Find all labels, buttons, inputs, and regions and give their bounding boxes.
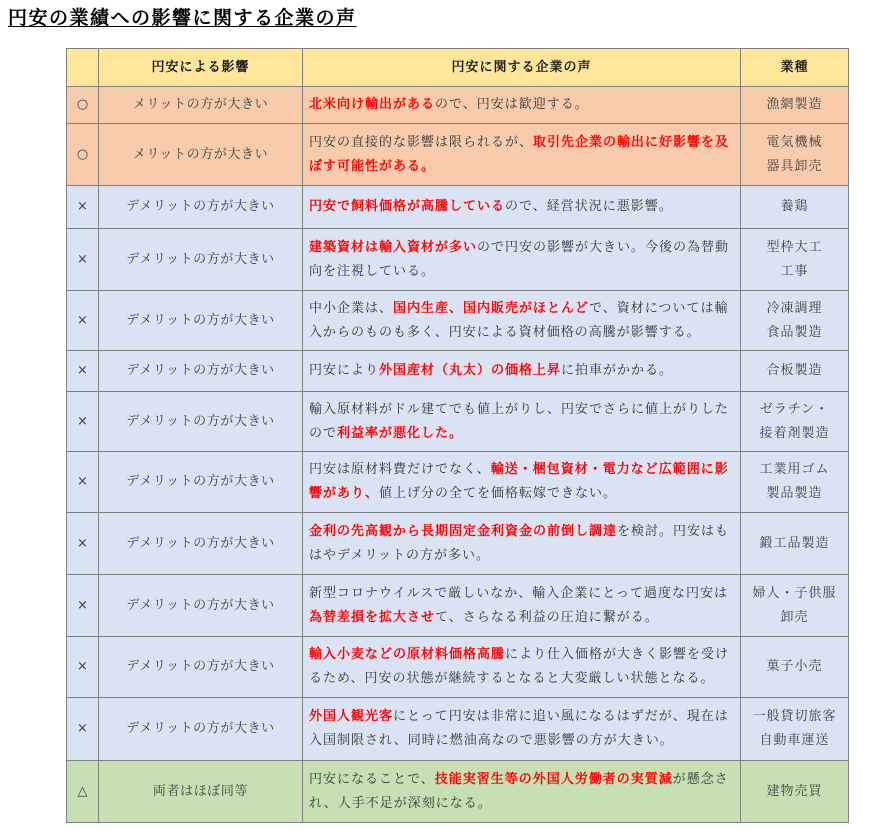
voice-highlight: 輸送・梱包資材・電力など広範囲に影響があり、 bbox=[309, 462, 729, 501]
table-row bbox=[67, 186, 849, 229]
industry-line: 建物売買 bbox=[766, 783, 823, 799]
impact-mark: × bbox=[67, 351, 99, 392]
table-row bbox=[67, 761, 849, 823]
table-row bbox=[67, 575, 849, 637]
impact-mark: × bbox=[67, 513, 99, 575]
voice-segment: ので、経営状況に悪影響。 bbox=[505, 199, 673, 214]
impact-cell: デメリットの方が大きい bbox=[99, 229, 303, 291]
table-row bbox=[67, 637, 849, 698]
impact-mark: × bbox=[67, 637, 99, 698]
voice-segment: により仕入価格が大きく影響を受けるため、円安の状態が継続するとなると大変厳しい状態となる。 bbox=[309, 647, 730, 686]
industry-line: 婦人・子供服 bbox=[752, 585, 837, 601]
voice-cell bbox=[303, 637, 741, 698]
industry-cell bbox=[741, 761, 849, 823]
voice-cell bbox=[303, 392, 741, 452]
impact-cell: デメリットの方が大きい bbox=[99, 291, 303, 351]
impact-cell: デメリットの方が大きい bbox=[99, 351, 303, 392]
table-row bbox=[67, 87, 849, 124]
voice-segment: ので円安の影響が大きい。今後の為替動向を注視している。 bbox=[309, 239, 730, 279]
industry-line: 合板製造 bbox=[766, 363, 823, 378]
impact-mark: × bbox=[67, 291, 99, 351]
industry-line: 鍛工品製造 bbox=[759, 535, 830, 551]
voice-highlight: 外国産材（丸太）の価格上昇 bbox=[379, 363, 562, 378]
voice-segment: に拍車がかかる。 bbox=[561, 363, 674, 378]
impact-cell: デメリットの方が大きい bbox=[99, 637, 303, 698]
voice-segment: 円安は原材料費だけでなく、 bbox=[309, 462, 491, 477]
industry-line: 型枠大工 bbox=[766, 239, 823, 255]
voice-segment: 輸入原材料がドル建てでも値上がりし、円安でさらに値上がりしたので bbox=[309, 401, 730, 441]
impact-mark: × bbox=[67, 575, 99, 637]
voice-segment: 円安の直接的な影響は限られるが、 bbox=[309, 134, 534, 150]
industry-line: 自動車運送 bbox=[759, 733, 830, 748]
voice-segment: にとって円安は非常に追い風になるはずだが、現在は入国制限され、同時に燃油高なので悪影響の方が大きい。 bbox=[309, 709, 729, 748]
industry-cell bbox=[741, 637, 849, 698]
industry-line: 電気機械 bbox=[766, 134, 823, 150]
voice-highlight: 為替差損を拡大させ bbox=[309, 609, 436, 625]
voice-cell bbox=[303, 124, 741, 186]
voice-segment: 円安により bbox=[309, 363, 380, 378]
voice-cell bbox=[303, 87, 741, 124]
table-row bbox=[67, 392, 849, 452]
voice-highlight: 北米向け輸出がある bbox=[309, 97, 436, 112]
industry-line: 工事 bbox=[780, 263, 809, 279]
header-voice: 円安に関する企業の声 bbox=[303, 49, 741, 87]
impact-cell: デメリットの方が大きい bbox=[99, 575, 303, 637]
industry-cell bbox=[741, 351, 849, 392]
voice-segment: 円安になることで、 bbox=[309, 771, 435, 787]
company-voice-table bbox=[66, 48, 849, 823]
header-mark bbox=[67, 49, 99, 87]
voice-highlight: 国内生産、国内販売がほとんど bbox=[393, 300, 590, 316]
industry-cell bbox=[741, 291, 849, 351]
voice-segment: 中小企業は、 bbox=[309, 300, 394, 316]
industry-line: 養鶏 bbox=[780, 199, 809, 214]
industry-line: 漁網製造 bbox=[766, 97, 823, 112]
industry-line: 器具卸売 bbox=[766, 158, 823, 174]
voice-segment: て、さらなる利益の圧迫に繋がる。 bbox=[435, 609, 659, 625]
table-row bbox=[67, 124, 849, 186]
industry-cell bbox=[741, 392, 849, 452]
industry-cell bbox=[741, 87, 849, 124]
voice-segment: で、資材については輸入からのものも多く、円安による資材価格の高騰が影響する。 bbox=[309, 300, 729, 340]
impact-mark: × bbox=[67, 452, 99, 513]
industry-cell bbox=[741, 229, 849, 291]
table-row bbox=[67, 513, 849, 575]
voice-highlight: 技能実習生等の外国人労働者の実質減 bbox=[434, 771, 673, 787]
voice-cell bbox=[303, 452, 741, 513]
impact-mark: × bbox=[67, 392, 99, 452]
impact-cell: 両者はほぼ同等 bbox=[99, 761, 303, 823]
voice-segment: が懸念され、人手不足が深刻になる。 bbox=[309, 771, 729, 811]
voice-cell bbox=[303, 186, 741, 229]
table-row bbox=[67, 351, 849, 392]
voice-cell bbox=[303, 698, 741, 761]
industry-cell bbox=[741, 186, 849, 229]
industry-line: 食品製造 bbox=[766, 324, 823, 340]
industry-cell bbox=[741, 124, 849, 186]
voice-segment: を検討。円安はもはやデメリットの方が多い。 bbox=[309, 523, 730, 563]
voice-highlight: 輸入小麦などの原材料価格高騰 bbox=[309, 647, 506, 662]
industry-line: 一般貸切旅客 bbox=[752, 709, 837, 724]
table-body bbox=[67, 87, 849, 823]
voice-highlight: 利益率が悪化した。 bbox=[337, 425, 464, 441]
voice-highlight: 円安で飼料価格が高騰している bbox=[309, 199, 506, 214]
voice-cell bbox=[303, 575, 741, 637]
voice-segment: 値上げ分の全てを価格転嫁できない。 bbox=[379, 486, 618, 501]
table-header bbox=[67, 49, 849, 87]
table-row bbox=[67, 452, 849, 513]
table-row bbox=[67, 698, 849, 761]
voice-highlight: 金利の先高観から長期固定金利資金の前倒し調達 bbox=[309, 523, 618, 539]
industry-line: 菓子小売 bbox=[766, 659, 823, 674]
impact-cell: デメリットの方が大きい bbox=[99, 452, 303, 513]
header-industry: 業種 bbox=[741, 49, 849, 87]
impact-cell: デメリットの方が大きい bbox=[99, 698, 303, 761]
impact-mark: × bbox=[67, 186, 99, 229]
impact-cell: デメリットの方が大きい bbox=[99, 513, 303, 575]
voice-cell bbox=[303, 761, 741, 823]
page-title: 円安の業績への影響に関する企業の声 bbox=[8, 7, 357, 29]
header-impact: 円安による影響 bbox=[99, 49, 303, 87]
voice-segment: ので、円安は歓迎する。 bbox=[435, 97, 589, 112]
impact-mark: △ bbox=[67, 761, 99, 823]
industry-line: 工業用ゴム bbox=[759, 462, 830, 477]
industry-cell bbox=[741, 513, 849, 575]
industry-line: 冷凍調理 bbox=[766, 300, 823, 316]
impact-cell: デメリットの方が大きい bbox=[99, 186, 303, 229]
impact-mark: × bbox=[67, 229, 99, 291]
impact-cell: メリットの方が大きい bbox=[99, 87, 303, 124]
voice-cell bbox=[303, 351, 741, 392]
voice-highlight: 外国人観光客 bbox=[309, 709, 394, 724]
header-row bbox=[67, 49, 849, 87]
impact-cell: デメリットの方が大きい bbox=[99, 392, 303, 452]
impact-cell: メリットの方が大きい bbox=[99, 124, 303, 186]
industry-cell bbox=[741, 452, 849, 513]
voice-segment: 新型コロナウイルスで厳しいなか、輸入企業にとって過度な円安は bbox=[309, 585, 728, 601]
table-row bbox=[67, 291, 849, 351]
table-row bbox=[67, 229, 849, 291]
impact-mark: × bbox=[67, 698, 99, 761]
voice-cell bbox=[303, 513, 741, 575]
industry-cell bbox=[741, 575, 849, 637]
voice-cell bbox=[303, 229, 741, 291]
industry-line: ゼラチン・ bbox=[759, 401, 830, 417]
impact-mark: ○ bbox=[67, 124, 99, 186]
impact-mark: ○ bbox=[67, 87, 99, 124]
industry-cell bbox=[741, 698, 849, 761]
industry-line: 接着剤製造 bbox=[759, 425, 830, 441]
voice-highlight: 取引先企業の輸出に好影響を及ぼす可能性がある。 bbox=[309, 134, 730, 174]
industry-line: 製品製造 bbox=[766, 486, 823, 501]
voice-cell bbox=[303, 291, 741, 351]
voice-highlight: 建築資材は輸入資材が多い bbox=[309, 239, 478, 255]
industry-line: 卸売 bbox=[780, 609, 809, 625]
